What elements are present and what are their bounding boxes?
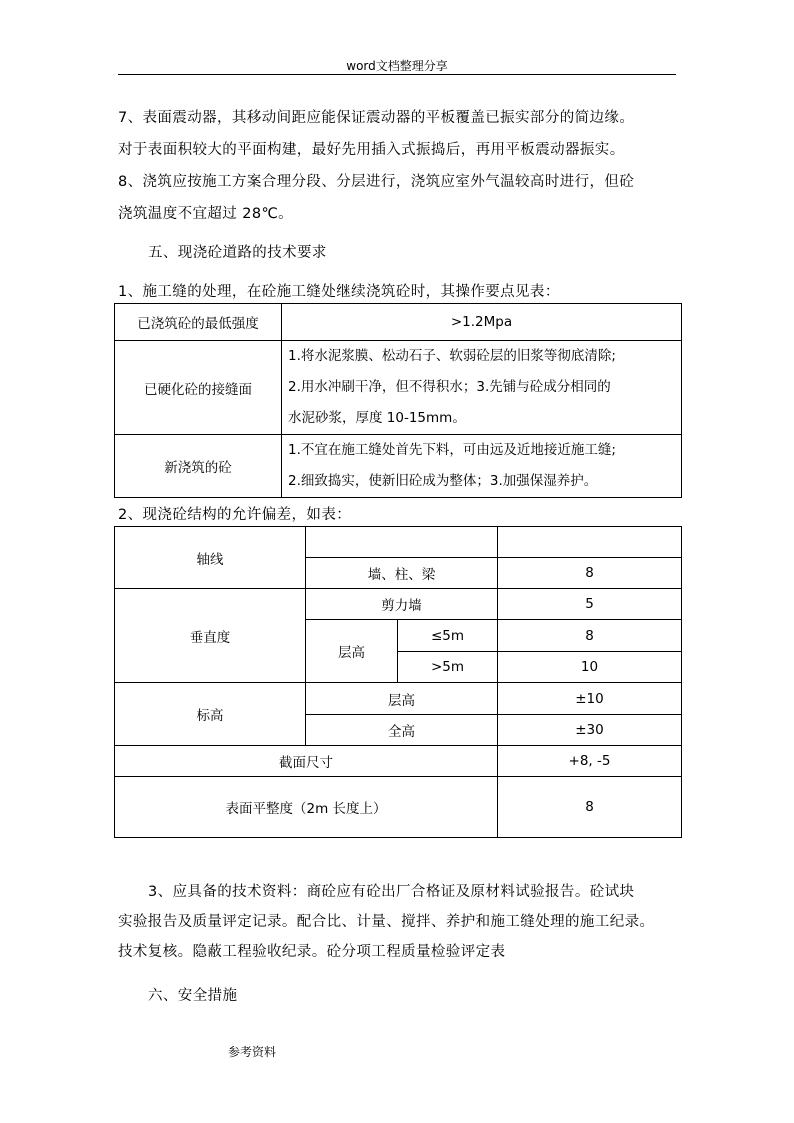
elev-floor-value: ±10 bbox=[498, 683, 682, 715]
item-3-line2: 实验报告及质量评定记录。配合比、计量、搅拌、养护和施工缝处理的施工纪录。 bbox=[118, 914, 655, 930]
table-row bbox=[115, 304, 682, 341]
item-3-line3: 技术复核。隐蔽工程验收纪录。砼分项工程质量检验评定表 bbox=[118, 944, 506, 960]
section-size-cell: 截面尺寸 bbox=[115, 746, 498, 777]
table-row bbox=[115, 527, 682, 558]
item-3-line1: 3、应具备的技术资料：商砼应有砼出厂合格证及原材料试验报告。砼试块 bbox=[148, 884, 635, 900]
paragraph-8-line2: 浇筑温度不宜超过 28℃。 bbox=[118, 206, 294, 222]
tolerance-table bbox=[114, 526, 682, 838]
header-rule bbox=[118, 74, 676, 75]
paragraph-8-line1: 8、浇筑应按施工方案合理分段、分层进行，浇筑应室外气温较高时进行，但砼 bbox=[118, 174, 635, 190]
cell-line: 1.将水泥浆膜、松动石子、软弱砼层的旧浆等彻底清除; bbox=[288, 348, 616, 364]
wall-col-beam-cell: 墙、柱、梁 bbox=[306, 558, 498, 589]
page-header: word文档整理分享 bbox=[346, 59, 448, 73]
blank-cell bbox=[498, 527, 682, 558]
table-cell-label: 已硬化砼的接缝面 bbox=[115, 341, 282, 435]
section-size-value: +8, -5 bbox=[498, 746, 682, 777]
gt5m-cell: >5m bbox=[398, 652, 498, 683]
page-footer: 参考资料 bbox=[228, 1045, 277, 1059]
elev-total-value: ±30 bbox=[498, 715, 682, 746]
cell-line: 水泥砂浆，厚度 10-15mm。 bbox=[288, 410, 466, 426]
construction-joint-table bbox=[114, 303, 682, 498]
table-cell-value: >1.2Mpa bbox=[282, 304, 682, 341]
table-row bbox=[115, 589, 682, 620]
axis-cell: 轴线 bbox=[115, 527, 306, 589]
section-5-heading: 五、现浇砼道路的技术要求 bbox=[148, 245, 327, 261]
shear-wall-value: 5 bbox=[498, 589, 682, 620]
le5m-cell: ≤5m bbox=[398, 620, 498, 652]
shear-wall-cell: 剪力墙 bbox=[306, 589, 498, 620]
table-cell-label: 已浇筑砼的最低强度 bbox=[115, 304, 282, 341]
table-row bbox=[115, 746, 682, 777]
table-row bbox=[115, 341, 682, 435]
elev-floor-cell: 层高 bbox=[306, 683, 498, 715]
cell-line: 2.细致捣实，使新旧砼成为整体；3.加强保湿养护。 bbox=[288, 473, 598, 489]
paragraph-7-line2: 对于表面积较大的平面构建，最好先用插入式振捣后，再用平板震动器振实。 bbox=[118, 142, 625, 158]
verticality-cell: 垂直度 bbox=[115, 589, 306, 683]
elev-total-cell: 全高 bbox=[306, 715, 498, 746]
section-6-heading: 六、安全措施 bbox=[148, 988, 238, 1004]
elevation-cell: 标高 bbox=[115, 683, 306, 746]
flatness-cell: 表面平整度（2m 长度上） bbox=[115, 777, 498, 838]
gt5m-value: 10 bbox=[498, 652, 682, 683]
table-cell-value bbox=[282, 435, 682, 498]
item-2-text: 2、现浇砼结构的允许偏差，如表： bbox=[118, 507, 352, 523]
table-row bbox=[115, 683, 682, 715]
wall-col-beam-value: 8 bbox=[498, 558, 682, 589]
item-1-text: 1、施工缝的处理，在砼施工缝处继续浇筑砼时，其操作要点见表： bbox=[118, 284, 560, 300]
floor-height-cell: 层高 bbox=[306, 620, 398, 683]
cell-line: 2.用水冲刷干净，但不得积水；3.先铺与砼成分相同的 bbox=[288, 379, 611, 395]
table-cell-value bbox=[282, 341, 682, 435]
blank-cell bbox=[306, 527, 498, 558]
cell-line: 1.不宜在施工缝处首先下料，可由远及近地接近施工缝; bbox=[288, 442, 616, 458]
le5m-value: 8 bbox=[498, 620, 682, 652]
paragraph-7-line1: 7、表面震动器，其移动间距应能保证震动器的平板覆盖已振实部分的简边缘。 bbox=[118, 110, 635, 126]
table-row bbox=[115, 777, 682, 838]
table-row bbox=[115, 435, 682, 498]
table-cell-label: 新浇筑的砼 bbox=[115, 435, 282, 498]
flatness-value: 8 bbox=[498, 777, 682, 838]
